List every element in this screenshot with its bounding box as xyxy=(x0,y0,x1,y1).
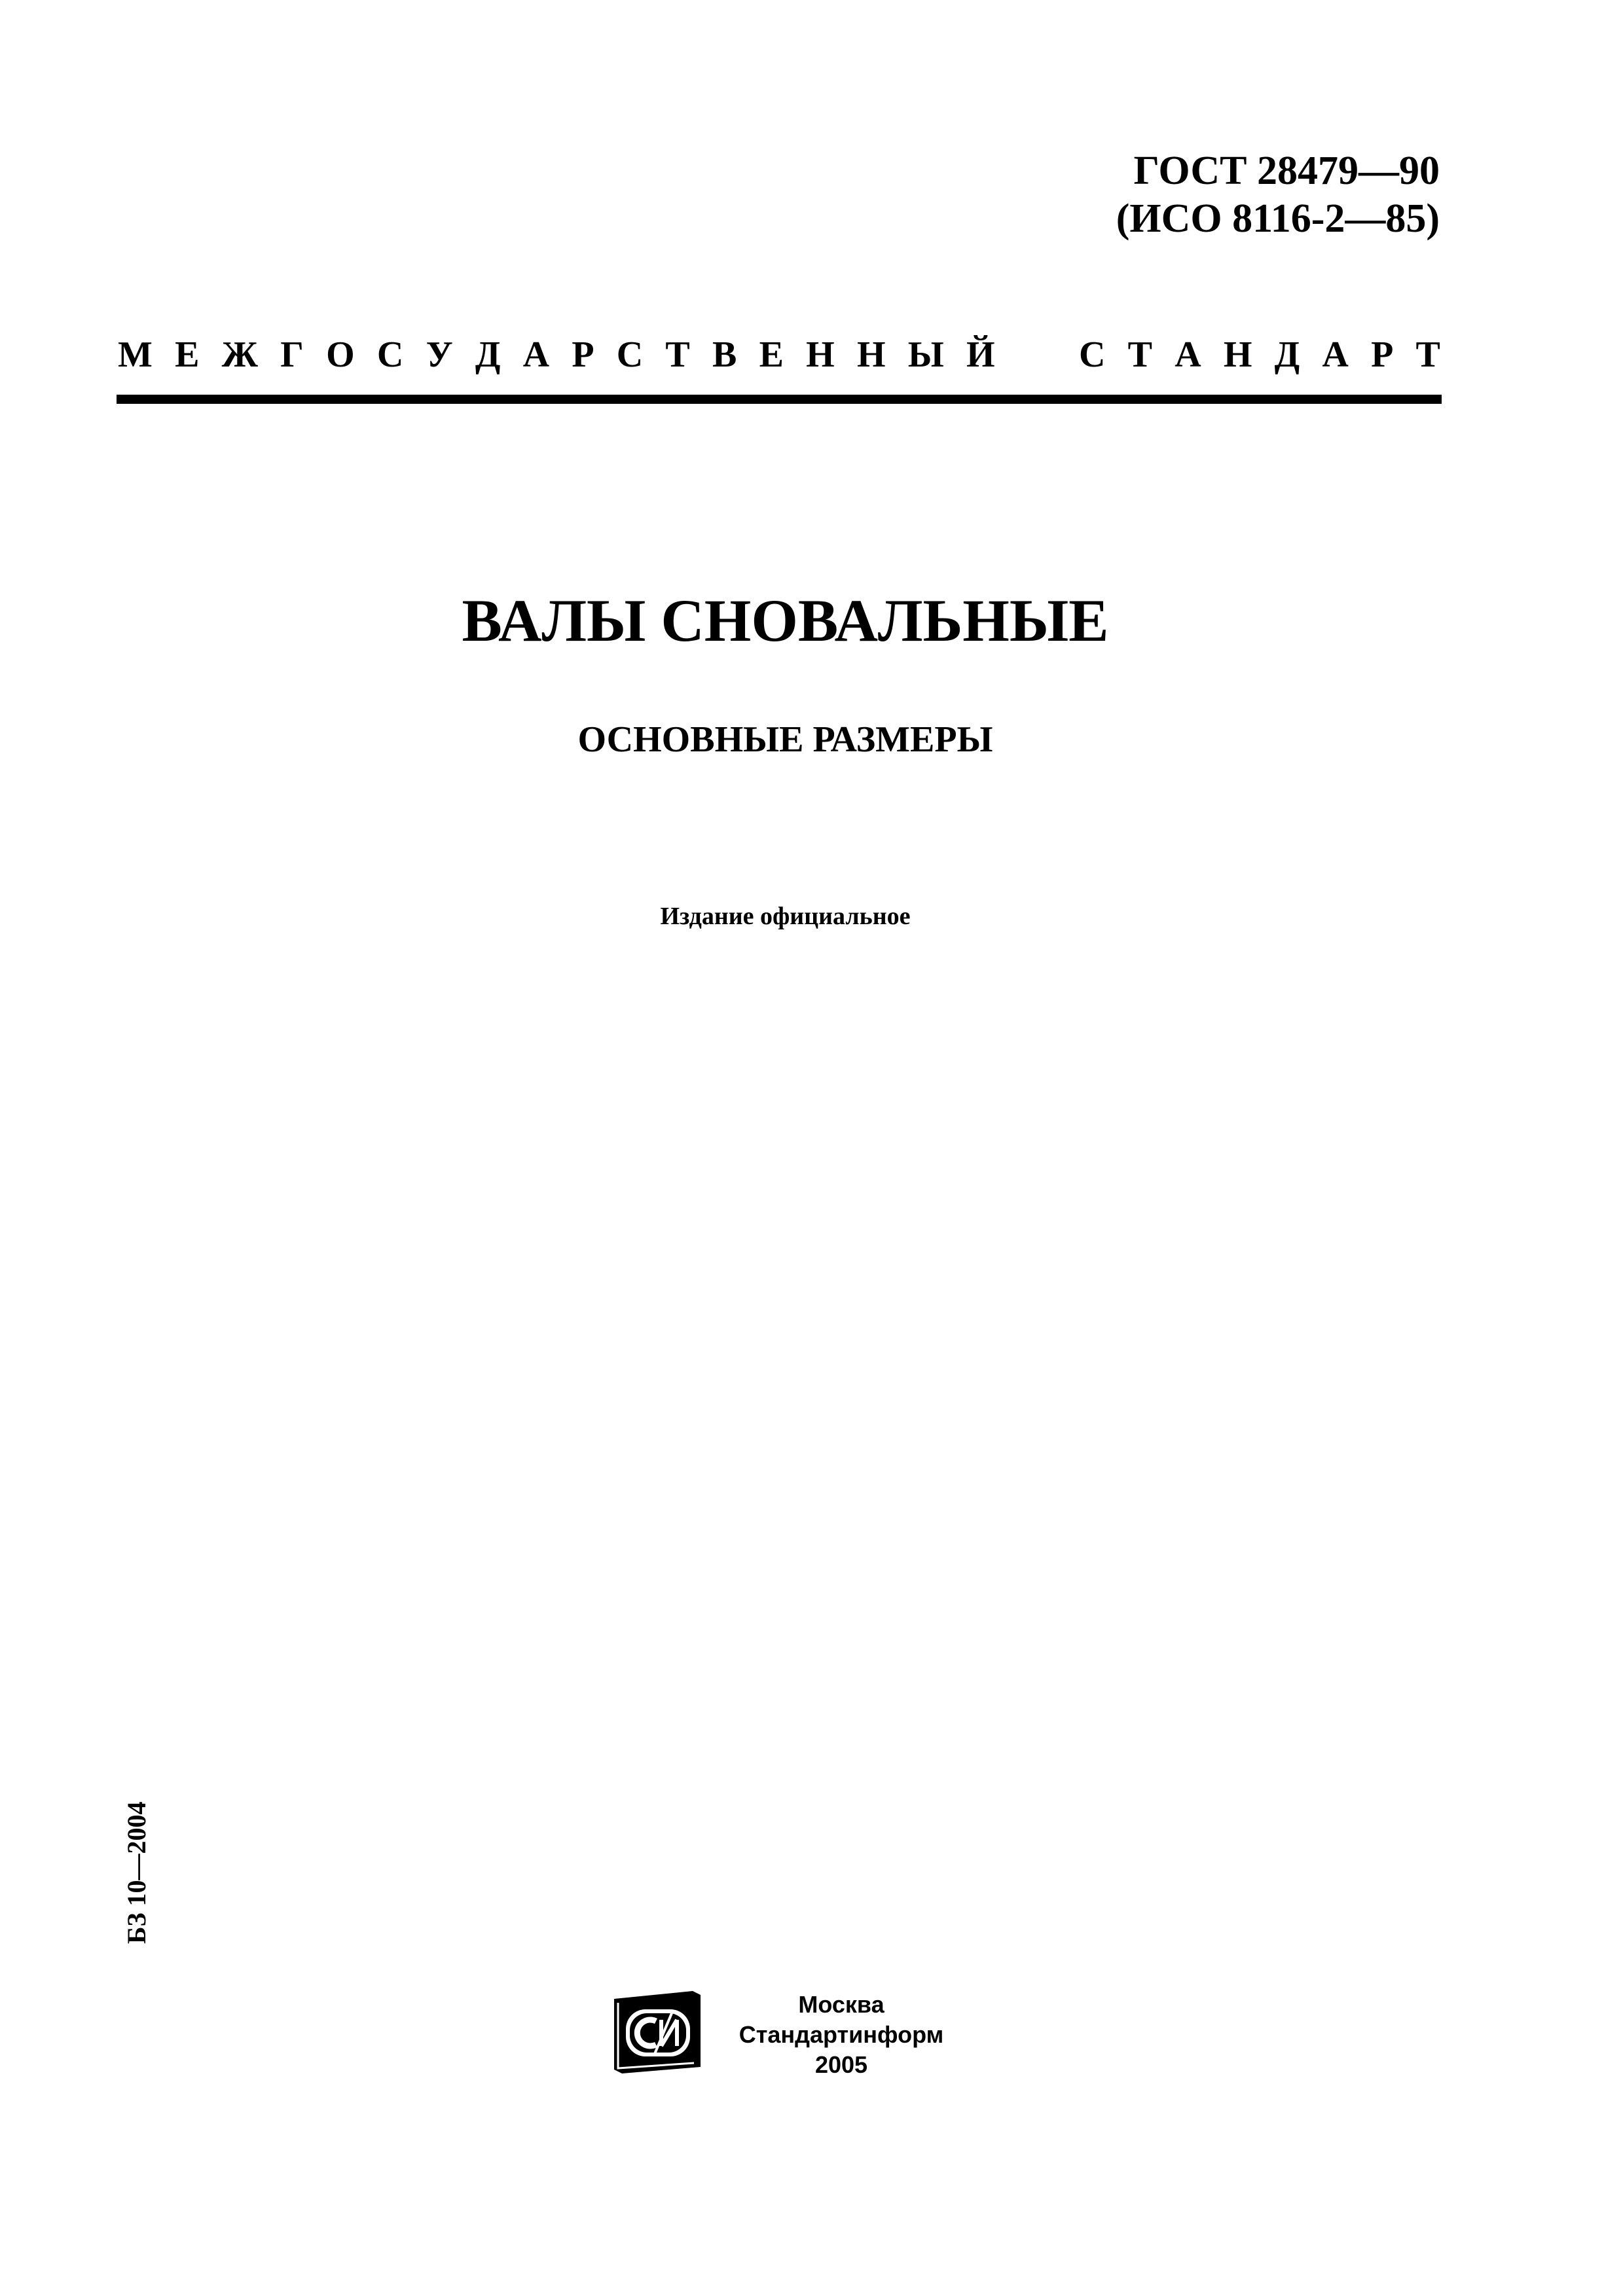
standard-type-word-1-letter: Н xyxy=(856,334,886,375)
iso-number: (ИСО 8116-2—85) xyxy=(1116,196,1440,242)
edition-label: Издание официальное xyxy=(660,903,911,930)
standard-type-word-1-letter: О xyxy=(326,334,355,375)
standard-type-word-2-letter: Т xyxy=(1127,334,1152,375)
document-designation xyxy=(1116,147,1440,243)
standard-type-word-1-letter: Е xyxy=(759,334,784,375)
standard-type-word-2-letter: Т xyxy=(1415,334,1440,375)
standard-type-word-1-letter: У xyxy=(426,334,453,375)
standard-type-word-2-letter: Р xyxy=(1371,334,1394,375)
standard-type-word-2-letter: А xyxy=(1175,334,1201,375)
standard-type-word-1-letter: Г xyxy=(280,334,304,375)
publisher-block xyxy=(733,1990,949,2080)
publication-year: 2005 xyxy=(814,2051,868,2078)
gost-number: ГОСТ 28479—90 xyxy=(1133,149,1440,193)
standard-type-word-1-letter: Ж xyxy=(221,334,259,375)
side-code-vertical: БЗ 10—2004 xyxy=(122,1801,151,1944)
standard-type-word-1-letter: А xyxy=(522,334,550,375)
standard-type-word-2-letter: А xyxy=(1322,334,1349,375)
standard-type-word-1-letter: М xyxy=(118,334,153,375)
standard-type-word-1-letter: Т xyxy=(665,334,690,375)
standard-type-word-2-letter: С xyxy=(1078,334,1106,375)
standard-type-word-gap xyxy=(1017,334,1057,376)
standard-type-word-2-letter: Н xyxy=(1223,334,1252,375)
standard-type-word-2-letter: Д xyxy=(1274,334,1300,375)
standard-type-word-1-letter: Н xyxy=(806,334,835,375)
standard-type-word-1-letter: Р xyxy=(572,334,594,375)
standard-type-word-1-letter: Д xyxy=(475,334,501,375)
standard-type-word-1-letter: Й xyxy=(966,334,995,375)
standartinform-logo-icon xyxy=(609,1990,706,2075)
publisher-city: Москва xyxy=(798,1991,884,2018)
page-subtitle: ОСНОВНЫЕ РАЗМЕРЫ xyxy=(577,719,993,760)
page-title: ВАЛЫ СНОВАЛЬНЫЕ xyxy=(462,587,1109,654)
standard-type-word-1-letter: С xyxy=(376,334,404,375)
standard-type-word-1-letter: В xyxy=(712,334,737,375)
standard-type-word-1-letter: Ы xyxy=(907,334,944,375)
publisher-name: Стандартинформ xyxy=(739,2021,944,2048)
title-rule-divider xyxy=(117,395,1442,404)
standard-type-heading xyxy=(118,334,1440,376)
standard-type-word-1-letter: Е xyxy=(175,334,200,375)
standard-type-word-1-letter: С xyxy=(616,334,644,375)
